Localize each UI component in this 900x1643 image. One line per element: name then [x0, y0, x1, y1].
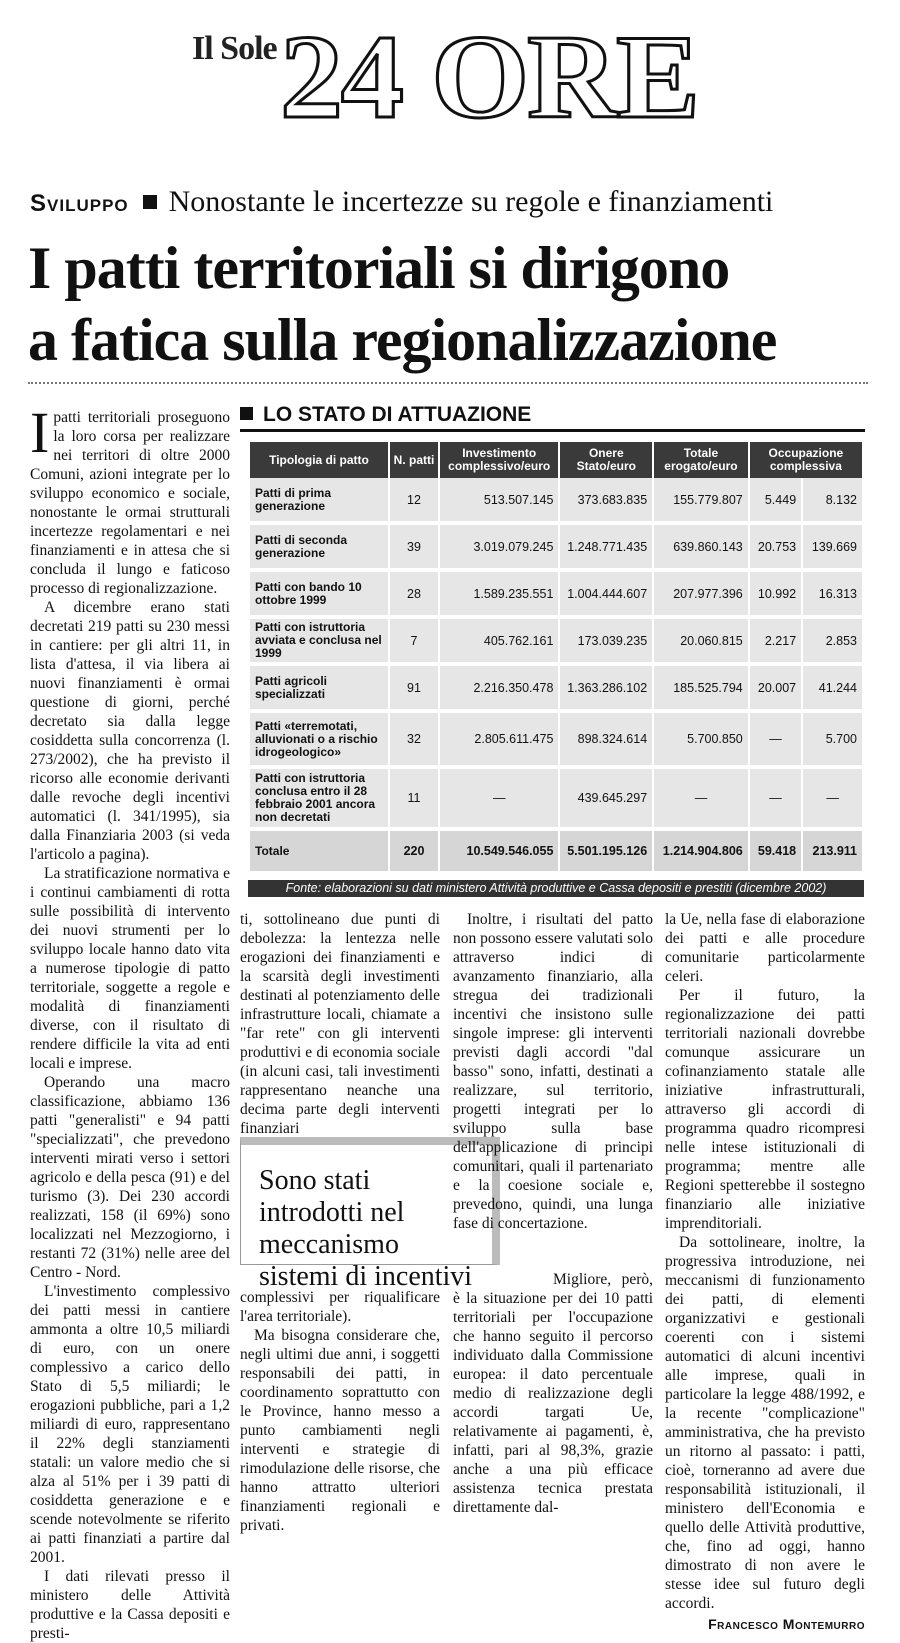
header-investimento: Investimento complessivo/euro	[440, 442, 558, 478]
table-row: Patti «terremotati, alluvionati o a rischio idrogeologico» 32 2.805.611.475 898.324.614 5.700.850 — 5.700	[250, 713, 862, 769]
drop-cap: I	[30, 400, 50, 465]
header-occupazione: Occupazione complessiva	[750, 442, 862, 478]
status-table	[248, 442, 864, 875]
header-onere: Onere Stato/euro	[560, 442, 652, 478]
column-1	[30, 400, 230, 1643]
square-bullet-icon	[240, 407, 253, 420]
section-label: Sviluppo	[30, 190, 129, 217]
table-rule	[240, 429, 865, 432]
paragraph: ti, sottolineano due punti di debolezza: la lentezza nelle erogazioni dei finanziamenti e la scarsità degli investimenti destinati al potenziamento delle infrastrutture locali, chiamate a "far rete" con gli interventi produttivi e di economia sociale (in alcuni casi, tali investimenti rappresentano neanche una decima parte degli interventi finanziari	[240, 911, 440, 1137]
paragraph: I dati rilevati presso il ministero delle Attività produttive e la Cassa depositi e presti-	[30, 1568, 230, 1642]
column-2-bottom	[240, 1288, 440, 1535]
column-4	[665, 910, 865, 1634]
paragraph: L'investimento complessivo dei patti messi in cantiere ammonta a oltre 10,5 miliardi di euro, con un onere complessivo a carico dello Stato di 5,5 miliardi; le erogazioni pubbliche, pari a 1,2 miliardi di euro, rappresentano il 22% degli stanziamenti statali: un valore medio che si alza al 51% per i 39 patti di cosiddetta generazione e e scende notevolmente se riferito ai patti finanziati a partire dal 2001.	[30, 1283, 230, 1566]
header-totale: Totale erogato/euro	[654, 442, 748, 478]
masthead-il-sole: Il Sole	[192, 30, 277, 67]
headline-line-2: a fatica sulla regionalizzazione	[28, 307, 777, 373]
table-total-row: Totale 220 10.549.546.055 5.501.195.126 1.214.904.806 59.418 213.911	[250, 831, 862, 875]
table-row: Patti di seconda generazione 39 3.019.079.245 1.248.771.435 639.860.143 20.753 139.669	[250, 525, 862, 572]
byline: Francesco Montemurro	[708, 1616, 865, 1632]
table-body	[250, 478, 862, 875]
column-3-bottom	[453, 1270, 653, 1517]
table-row: Patti con istruttoria avviata e conclusa nel 1999 7 405.762.161 173.039.235 20.060.815 2.217 2.853	[250, 619, 862, 666]
table-row: Patti agricoli specializzati 91 2.216.350.478 1.363.286.102 185.525.794 20.007 41.244	[250, 666, 862, 713]
pull-quote: Sono stati introdotti nel meccanismo sistemi di incentivi	[240, 1137, 500, 1265]
divider	[28, 382, 868, 384]
headline	[28, 232, 888, 376]
table-title: LO STATO DI ATTUAZIONE	[240, 403, 531, 427]
paragraph: Operando una macro classificazione, abbiamo 136 patti "generalisti" e 94 patti "specializzati", che prevedono interventi mirati verso i settori agricolo e della pesca (91) e del turismo (3). Dei 230 accordi realizzati, 158 (il 69%) sono localizzati nel Mezzogiorno, i restanti 72 (31%) nelle aree del Centro - Nord.	[30, 1074, 230, 1281]
table-row: Patti con bando 10 ottobre 1999 28 1.589.235.551 1.004.444.607 207.977.396 10.992 16.313	[250, 572, 862, 619]
table-source: Fonte: elaborazioni su dati ministero Attività produttive e Cassa depositi e prestiti (dicembre 2002)	[248, 880, 864, 897]
paragraph: Ipatti territoriali proseguono la loro corsa per realizzare nei territori di oltre 2000 Comuni, azioni integrate per lo sviluppo economico e sociale, nonostante le ormai strutturali incertezze regolamentari e nei finanziamenti e in attesa che si concluda il lungo e faticoso processo di regionalizzazione.	[30, 400, 230, 597]
paragraph: Da sottolineare, inoltre, la progressiva introduzione, nei meccanismi di funzionamento dei patti, di elementi organizzativi e gestionali coerenti con i sistemi automatici di alcuni incentivi alle imprese, quali in particolare la legge 488/1992, e la recente "complicazione" amministrativa, che ha previsto un ritorno al passato: i patti, cioè, torneranno ad avere due responsabilità istituzionali, il ministero dell'Economia e quello delle Attività produttive, che, fino ad oggi, hanno dimostrato di non avere le stesse idee sul futuro degli accordi.	[665, 1234, 865, 1612]
column-2-top	[240, 910, 440, 1138]
table-row: Patti con istruttoria conclusa entro il 28 febbraio 2001 ancora non decretati 11 — 439.645.297 — — —	[250, 769, 862, 831]
column-3-top	[453, 910, 653, 1262]
headline-line-1: I patti territoriali si dirigono	[28, 235, 730, 301]
paragraph: Ma bisogna considerare che, negli ultimi due anni, i soggetti responsabili dei patti, in coordinamento soprattutto con le Province, hanno messo a punto cambiamenti negli interventi e strategie di rimodulazione delle risorse, che hanno attratto ulteriori finanziamenti regionali e privati.	[240, 1327, 440, 1534]
paragraph: La stratificazione normativa e i continui cambiamenti di rotta sulle possibilità di intervento dei nuovi strumenti per lo sviluppo locale hanno dato vita a numerose tipologie di patto territoriale, soggette a regole e modalità di finanziamenti diverse, con il risultato di rendere difficile la vita ad enti locali e imprese.	[30, 865, 230, 1072]
paragraph: Inoltre, i risultati del patto non possono essere valutati solo attraverso indici di avanzamento finanziario, alla stregua dei tradizionali incentivi che insistono sulle singole imprese: gli interventi previsti dagli accordi "dal basso" sono, infatti, destinati a realizzare, sul territorio, progetti integrati per lo sviluppo sulla base dell'applicazione di principi comunitari, quali il partenariato e la coesione sociale e, prevedono, quindi, una lunga fase di concertazione.	[453, 911, 653, 1232]
table-header-row	[250, 442, 862, 478]
paragraph: la Ue, nella fase di elaborazione dei patti e alle procedure comunitarie particolarmente celeri.	[665, 911, 865, 985]
table-row: Patti di prima generazione 12 513.507.145 373.683.835 155.779.807 5.449 8.132	[250, 478, 862, 525]
paragraph: Migliore, però, è la situazione per dei 10 patti territoriali per l'occupazione che hanno seguito il percorso individuato dalla Commissione europea: il dato percentuale medio di realizzazione degli accordi targati Ue, relativamente ai pagamenti, è, infatti, pari al 98,3%, grazie anche a una più efficace assistenza tecnica prestata direttamente dal-	[453, 1271, 653, 1516]
kicker	[30, 185, 773, 219]
paragraph: Per il futuro, la regionalizzazione dei patti territoriali nazionali dovrebbe comunque assicurare un cofinanziamento statale alle iniziative infrastrutturali, attraverso gli accordi di programma quadro ricompresi nelle intese istituzionali di programma; mentre alle Regioni spetterebbe il sostegno finanziario alle iniziative imprenditoriali.	[665, 987, 865, 1232]
paragraph: complessivi per riqualificare l'area territoriale).	[240, 1289, 440, 1325]
kicker-text: Nonostante le incertezze su regole e finanziamenti	[168, 185, 774, 218]
paragraph: A dicembre erano stati decretati 219 patti su 230 messi in cantiere: per gli altri 11, in lista d'attesa, il via libera ai nuovi finanziamenti è ormai questione di giorni, perché decretato sia dalla legge cosiddetta sulla concorrenza (l. 273/2002), che ha previsto il ricorso alle economie derivanti dalle revoche degli incentivi automatici (l. 341/1995), sia dalla Finanziaria 2003 (si veda l'articolo a pagina).	[30, 599, 230, 863]
header-n-patti: N. patti	[390, 442, 438, 478]
square-bullet-icon	[143, 195, 157, 209]
header-tipologia: Tipologia di patto	[250, 442, 388, 478]
masthead-24-ore: 24 ORE	[280, 10, 698, 143]
